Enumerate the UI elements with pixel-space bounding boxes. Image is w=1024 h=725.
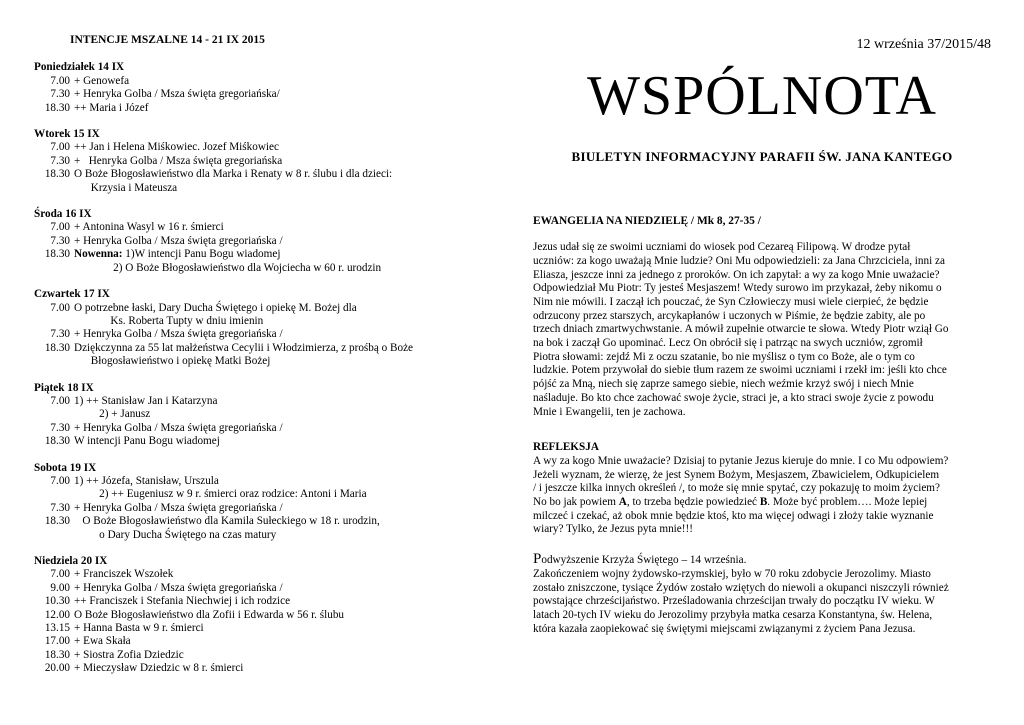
mass-time: 7.30 (50, 421, 70, 434)
intention-entry (34, 182, 504, 195)
day-heading: Poniedziałek 14 IX (34, 61, 125, 74)
intention-entry (34, 235, 504, 248)
feast-line: latach 20-tych IV wieku do Jerozolimy przybyła matka cesarza Konstantyna, św. Helena, (533, 608, 933, 621)
intention-text: Dziękczynna za 55 lat małżeństwa Cecylii i Włodzimierza, z prośbą o Boże (74, 341, 414, 354)
intention-entry (34, 529, 504, 542)
feast-line: która kazała zaopiekować się świętymi miejscami związanymi z życiem Pana Jezusa. (533, 622, 916, 635)
issue-date: 12 września 37/2015/48 (856, 37, 991, 52)
intention-text: + Henryka Golba / Msza święta gregoriańska (74, 154, 283, 167)
feast-text (533, 568, 991, 637)
gospel-line: Jezus udał się ze swoimi uczniami do wiosek pod Cezareą Filipową. W drodze pytał (533, 241, 911, 254)
intention-text: + Henryka Golba / Msza święta gregoriańska / (74, 501, 283, 514)
gospel-text (533, 241, 991, 419)
day-block (34, 288, 504, 368)
mass-time: 9.00 (50, 581, 70, 594)
intention-entry (34, 342, 504, 355)
mass-time: 10.30 (44, 595, 70, 608)
gospel-line: Odpowiedział Mu Piotr: Ty jesteś Mesjaszem! Wtedy surowo im przykazał, żeby nikomu o (533, 282, 942, 295)
reflection-line: wiary? Tylko, że Jezus pyta mnie!!! (533, 523, 693, 536)
day-heading: Środa 16 IX (34, 208, 92, 221)
mass-time (34, 529, 70, 542)
mass-time: 7.00 (50, 301, 70, 314)
intention-text: + Genowefa (74, 74, 130, 87)
intention-entry (34, 635, 504, 648)
day-block (34, 128, 504, 195)
intention-text: + Henryka Golba / Msza święta gregoriańska / (74, 328, 283, 341)
intention-text: Nowenna: 1)W intencji Panu Bogu wiadomej (74, 248, 281, 261)
feast-title: odwyższenie Krzyża Świętego – 14 września. (541, 554, 747, 567)
intention-entry (34, 595, 504, 608)
intention-text: + Siostra Zofia Dziedzic (74, 648, 184, 661)
mass-time: 12.00 (44, 608, 70, 621)
intention-entry (34, 622, 504, 635)
intention-text: + Antonina Wasyl w 16 r. śmierci (74, 221, 224, 234)
intention-text: 1) ++ Stanisław Jan i Katarzyna (74, 394, 218, 407)
bulletin-subtitle: BIULETYN INFORMACYJNY PARAFII ŚW. JANA KANTEGO (571, 148, 953, 164)
mass-time (34, 315, 70, 328)
mass-time: 7.00 (50, 74, 70, 87)
mass-time: 18.30 (44, 648, 70, 661)
mass-time: 7.00 (50, 141, 70, 154)
intention-entry (34, 395, 504, 408)
mass-time: 18.30 (44, 248, 70, 261)
intention-text: O Boże Błogosławieństwo dla Kamila Sułeckiego w 18 r. urodzin, (74, 515, 380, 528)
mass-time (34, 182, 70, 195)
bulletin-content-column (533, 34, 991, 636)
intention-text: 1) ++ Józefa, Stanisław, Urszula (74, 474, 219, 487)
reflection-line: No bo jak powiem A, to trzeba będzie powiedzieć B. Może być problem…. Może lepiej (533, 496, 928, 509)
intention-text: O potrzebne łaski, Dary Ducha Świętego i opiekę M. Bożej dla (74, 301, 357, 314)
intention-entry (34, 141, 504, 154)
days-list (34, 61, 504, 675)
day-heading: Sobota 19 IX (34, 461, 97, 474)
intention-text: ++ Jan i Helena Miśkowiec. Jozef Miśkowiec (74, 141, 279, 154)
intention-text: ++ Franciszek i Stefania Niechwiej i ich rodzice (74, 595, 291, 608)
mass-time: 7.30 (50, 234, 70, 247)
intention-entry (34, 155, 504, 168)
mass-time: 13.15 (44, 622, 70, 635)
intention-text: + Henryka Golba / Msza święta gregoriańska / (74, 234, 283, 247)
intention-entry (34, 475, 504, 488)
reflection-line: Jeżeli wyznam, że wierzę, że jest Synem Bożym, Mesjaszem, Zbawicielem, Odkupicielem (533, 468, 940, 481)
day-heading: Wtorek 15 IX (34, 128, 100, 141)
reflection-heading: REFLEKSJA (533, 441, 599, 454)
gospel-line: Piotra słowami: zejdź Mi z oczu szatanie, bo nie myślisz o tym co Boże, ale o tym co (533, 350, 915, 363)
feast-line: powstające chrześcijaństwo. Prześladowania chrześcijan trwały do początku IV wieku. W (533, 595, 935, 608)
intention-entry (34, 315, 504, 328)
gospel-line: trzech dniach zmartwychwstanie. A mówił zupełnie otwarcie te słowa. Wtedy Piotr wziął Go (533, 323, 949, 336)
intention-entry (34, 649, 504, 662)
gospel-line: uczniów: za kogo uważają Mnie ludzie? Oni Mu odpowiedzieli: za Jana Chrzciciela, inni za (533, 254, 945, 267)
gospel-line: Eliasza, jeszcze inni za jednego z proroków. On ich zapytał: a wy za kogo Mnie uważacie? (533, 268, 940, 281)
day-heading: Niedziela 20 IX (34, 555, 108, 567)
intention-entry (34, 582, 504, 595)
intention-text: o Dary Ducha Świętego na czas matury (74, 528, 277, 541)
mass-time: 17.00 (44, 635, 70, 648)
mass-time (34, 262, 70, 275)
intention-entry (34, 662, 504, 675)
mass-intentions-title: INTENCJE MSZALNE 14 - 21 IX 2015 (70, 34, 265, 46)
mass-time: 7.00 (50, 568, 70, 581)
intention-text: 2) + Janusz (74, 408, 151, 421)
mass-time (34, 355, 70, 368)
gospel-line: Nim nie mówili. I zaczął ich pouczać, że Syn Człowieczy musi wiele cierpieć, że będzie (533, 295, 929, 308)
intention-entry (34, 568, 504, 581)
intention-text: + Henryka Golba / Msza święta gregoriańska / (74, 581, 283, 594)
mass-intentions-column (34, 34, 504, 689)
intention-text: + Henryka Golba / Msza święta gregoriańska / (74, 421, 283, 434)
mass-time: 7.30 (50, 88, 70, 101)
intention-entry (34, 355, 504, 368)
feast-initial: P (533, 551, 542, 568)
day-block (34, 61, 504, 115)
mass-time: 18.30 (44, 168, 70, 181)
intention-entry (34, 408, 504, 421)
gospel-heading: EWANGELIA NA NIEDZIELĘ / Mk 8, 27-35 / (533, 215, 761, 228)
masthead-title: WSPÓLNOTA (587, 64, 937, 127)
mass-time: 18.30 (44, 101, 70, 114)
intention-entry (34, 248, 504, 261)
feast-section (533, 553, 991, 636)
intention-text: + Franciszek Wszołek (74, 568, 174, 581)
intention-text: + Henryka Golba / Msza święta gregoriańska/ (74, 88, 280, 101)
mass-time: 7.30 (50, 154, 70, 167)
day-block (34, 208, 504, 275)
reflection-line: milczeć i czekać, aż obok mnie będzie ktoś, kto ma więcej odwagi i złoży takie wyznanie (533, 509, 934, 522)
day-block (34, 555, 504, 676)
intention-entry (34, 88, 504, 101)
intention-text: 2) ++ Eugeniusz w 9 r. śmierci oraz rodzice: Antoni i Maria (74, 488, 367, 501)
intention-entry (34, 422, 504, 435)
intention-text: 2) O Boże Błogosławieństwo dla Wojciecha w 60 r. urodzin (74, 261, 382, 274)
gospel-line: Mnie i Ewangelii, ten je zachowa. (533, 405, 686, 418)
mass-time: 7.30 (50, 328, 70, 341)
gospel-line: pójść za Mną, niech się zaprze samego siebie, niech weźmie krzyż swój i niech Mnie (533, 378, 914, 391)
feast-line: zostało zniszczone, tysiące Żydów zostało wziętych do niewoli a okupanci niszczyli również (533, 581, 949, 594)
intention-text: + Hanna Basta w 9 r. śmierci (74, 622, 204, 635)
intention-text: Krzysia i Mateusza (74, 181, 178, 194)
gospel-line: ludzkie. Potem przywołał do siebie tłum razem ze swoimi uczniami i rzekł im: jeśli kto chce (533, 364, 947, 377)
intention-entry (34, 328, 504, 341)
day-heading: Piątek 18 IX (34, 381, 94, 394)
mass-time: 18.30 (44, 435, 70, 448)
mass-time: 18.30 (44, 341, 70, 354)
reflection-line: / i jeszcze kilka innych określeń /, to może się mnie spytać, czy pokazuję to moim życiem? (533, 482, 940, 495)
day-block (34, 382, 504, 449)
intention-entry (34, 102, 504, 115)
feast-line: Zakończeniem wojny żydowsko-rzymskiej, było w 70 roku zdobycie Jerozolimy. Miasto (533, 567, 931, 580)
reflection-line: A wy za kogo Mnie uważacie? Dzisiaj to pytanie Jezus kieruje do mnie. I co Mu odpowiem? (533, 454, 949, 467)
intention-entry (34, 302, 504, 315)
mass-time: 7.00 (50, 474, 70, 487)
intention-entry (34, 488, 504, 501)
intention-entry (34, 75, 504, 88)
mass-time: 7.30 (50, 501, 70, 514)
intention-text: + Ewa Skała (74, 635, 131, 648)
intention-text: + Mieczysław Dziedzic w 8 r. śmierci (74, 662, 244, 675)
intention-text: Ks. Roberta Tupty w dniu imienin (74, 314, 264, 327)
mass-time (34, 488, 70, 501)
mass-time: 18.30 (44, 515, 70, 528)
day-heading: Czwartek 17 IX (34, 288, 110, 301)
intention-text: W intencji Panu Bogu wiadomej (74, 435, 220, 448)
gospel-line: na bok i zaczął Go upominać. Lecz On obrócił się i patrząc na swych uczniów, zgromił (533, 337, 923, 350)
intention-entry (34, 262, 504, 275)
intention-entry (34, 609, 504, 622)
day-block (34, 462, 504, 542)
intention-entry (34, 502, 504, 515)
mass-time: 7.00 (50, 221, 70, 234)
gospel-line: odrzucony przez starszych, arcykapłanów i uczonych w Piśmie, że będzie zabity, ale po (533, 309, 926, 322)
intention-text: Błogosławieństwo i opiekę Matki Bożej (74, 355, 271, 368)
mass-time: 20.00 (44, 662, 70, 675)
intention-entry (34, 168, 504, 181)
gospel-line: naśladuje. Bo kto chce zachować swoje życie, straci je, a kto straci swoje życie z powodu (533, 391, 934, 404)
intention-entry (34, 221, 504, 234)
intention-text: O Boże Błogosławieństwo dla Marka i Renaty w 8 r. ślubu i dla dzieci: (74, 168, 393, 181)
mass-time: 7.00 (50, 394, 70, 407)
intention-text: O Boże Błogosławieństwo dla Zofii i Edwarda w 56 r. ślubu (74, 608, 345, 621)
intention-entry (34, 435, 504, 448)
reflection-text (533, 455, 991, 537)
intention-text: ++ Maria i Józef (74, 101, 149, 114)
intention-entry (34, 515, 504, 528)
mass-time (34, 408, 70, 421)
